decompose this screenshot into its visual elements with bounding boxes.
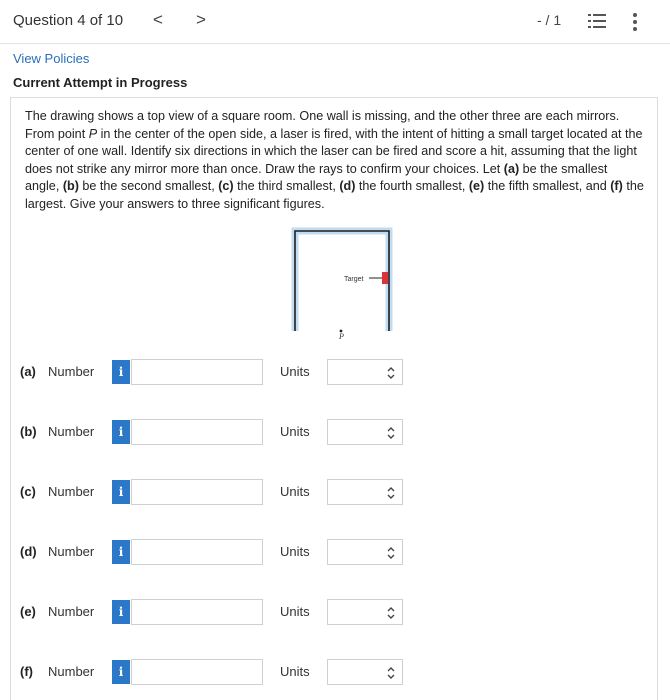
answer-row-e bbox=[20, 598, 420, 626]
units-select-e[interactable] bbox=[327, 599, 403, 625]
units-label: Units bbox=[280, 664, 310, 679]
select-chevron-icon bbox=[386, 546, 396, 560]
units-label: Units bbox=[280, 424, 310, 439]
answer-part-label: (c) bbox=[20, 484, 36, 499]
answer-part-label: (f) bbox=[20, 664, 33, 679]
answer-part-label: (e) bbox=[20, 604, 36, 619]
units-select-f[interactable] bbox=[327, 659, 403, 685]
answer-row-a bbox=[20, 358, 420, 386]
info-button[interactable]: i bbox=[112, 420, 130, 444]
units-label: Units bbox=[280, 544, 310, 559]
next-question-button[interactable]: > bbox=[196, 10, 206, 29]
mirror-walls-glow bbox=[295, 231, 389, 331]
previous-question-button[interactable]: < bbox=[153, 10, 163, 29]
more-options-icon[interactable] bbox=[630, 12, 640, 32]
units-label: Units bbox=[280, 604, 310, 619]
mirror-walls bbox=[295, 231, 389, 331]
answer-part-label: (a) bbox=[20, 364, 36, 379]
number-label: Number bbox=[48, 424, 95, 439]
units-label: Units bbox=[280, 484, 310, 499]
number-label: Number bbox=[48, 664, 95, 679]
answer-row-c bbox=[20, 478, 420, 506]
answer-row-f bbox=[20, 658, 420, 686]
info-button[interactable]: i bbox=[112, 660, 130, 684]
number-label: Number bbox=[48, 544, 95, 559]
number-label: Number bbox=[48, 604, 95, 619]
number-input-c[interactable] bbox=[131, 479, 263, 505]
question-counter: Question 4 of 10 bbox=[13, 12, 124, 29]
select-chevron-icon bbox=[386, 366, 396, 380]
number-input-e[interactable] bbox=[131, 599, 263, 625]
select-chevron-icon bbox=[386, 426, 396, 440]
attempt-status: Current Attempt in Progress bbox=[13, 75, 188, 90]
answer-row-b bbox=[20, 418, 420, 446]
answer-part-label: (b) bbox=[20, 424, 37, 439]
number-input-f[interactable] bbox=[131, 659, 263, 685]
problem-text: The drawing shows a top view of a square room. One wall is missing, and the other three are each mirrors. From point P in the center of the open side, a laser is fired, with the intent of hitting a small target located at the center of one wall. Identify six directions in which the laser can be fired and score a hit, assuming that the light does not strike any mirror more than once. Draw the rays to confirm your choices. Let (a) be the smallest angle, (b) be the second smallest, (c) the third smallest, (d) the fourth smallest, (e) the fifth smallest, and (f) the largest. Give your answers to three significant figures. bbox=[25, 109, 644, 211]
units-label: Units bbox=[280, 364, 310, 379]
number-label: Number bbox=[48, 484, 95, 499]
units-select-c[interactable] bbox=[327, 479, 403, 505]
info-button[interactable]: i bbox=[112, 600, 130, 624]
view-policies-link[interactable]: View Policies bbox=[13, 51, 90, 66]
info-button[interactable]: i bbox=[112, 480, 130, 504]
target-marker bbox=[382, 272, 388, 284]
number-input-d[interactable] bbox=[131, 539, 263, 565]
units-select-d[interactable] bbox=[327, 539, 403, 565]
question-list-icon[interactable] bbox=[588, 12, 606, 30]
select-chevron-icon bbox=[386, 606, 396, 620]
point-p-marker bbox=[340, 330, 343, 333]
target-label: Target bbox=[344, 276, 364, 283]
answer-part-label: (d) bbox=[20, 544, 37, 559]
number-input-b[interactable] bbox=[131, 419, 263, 445]
units-select-b[interactable] bbox=[327, 419, 403, 445]
info-button[interactable]: i bbox=[112, 540, 130, 564]
info-button[interactable]: i bbox=[112, 360, 130, 384]
top-bar bbox=[0, 0, 670, 44]
number-label: Number bbox=[48, 364, 95, 379]
select-chevron-icon bbox=[386, 666, 396, 680]
select-chevron-icon bbox=[386, 486, 396, 500]
answer-row-d bbox=[20, 538, 420, 566]
question-score: - / 1 bbox=[537, 12, 562, 28]
mirror-room-diagram bbox=[289, 225, 395, 341]
number-input-a[interactable] bbox=[131, 359, 263, 385]
units-select-a[interactable] bbox=[327, 359, 403, 385]
point-p-label: P bbox=[339, 332, 344, 341]
